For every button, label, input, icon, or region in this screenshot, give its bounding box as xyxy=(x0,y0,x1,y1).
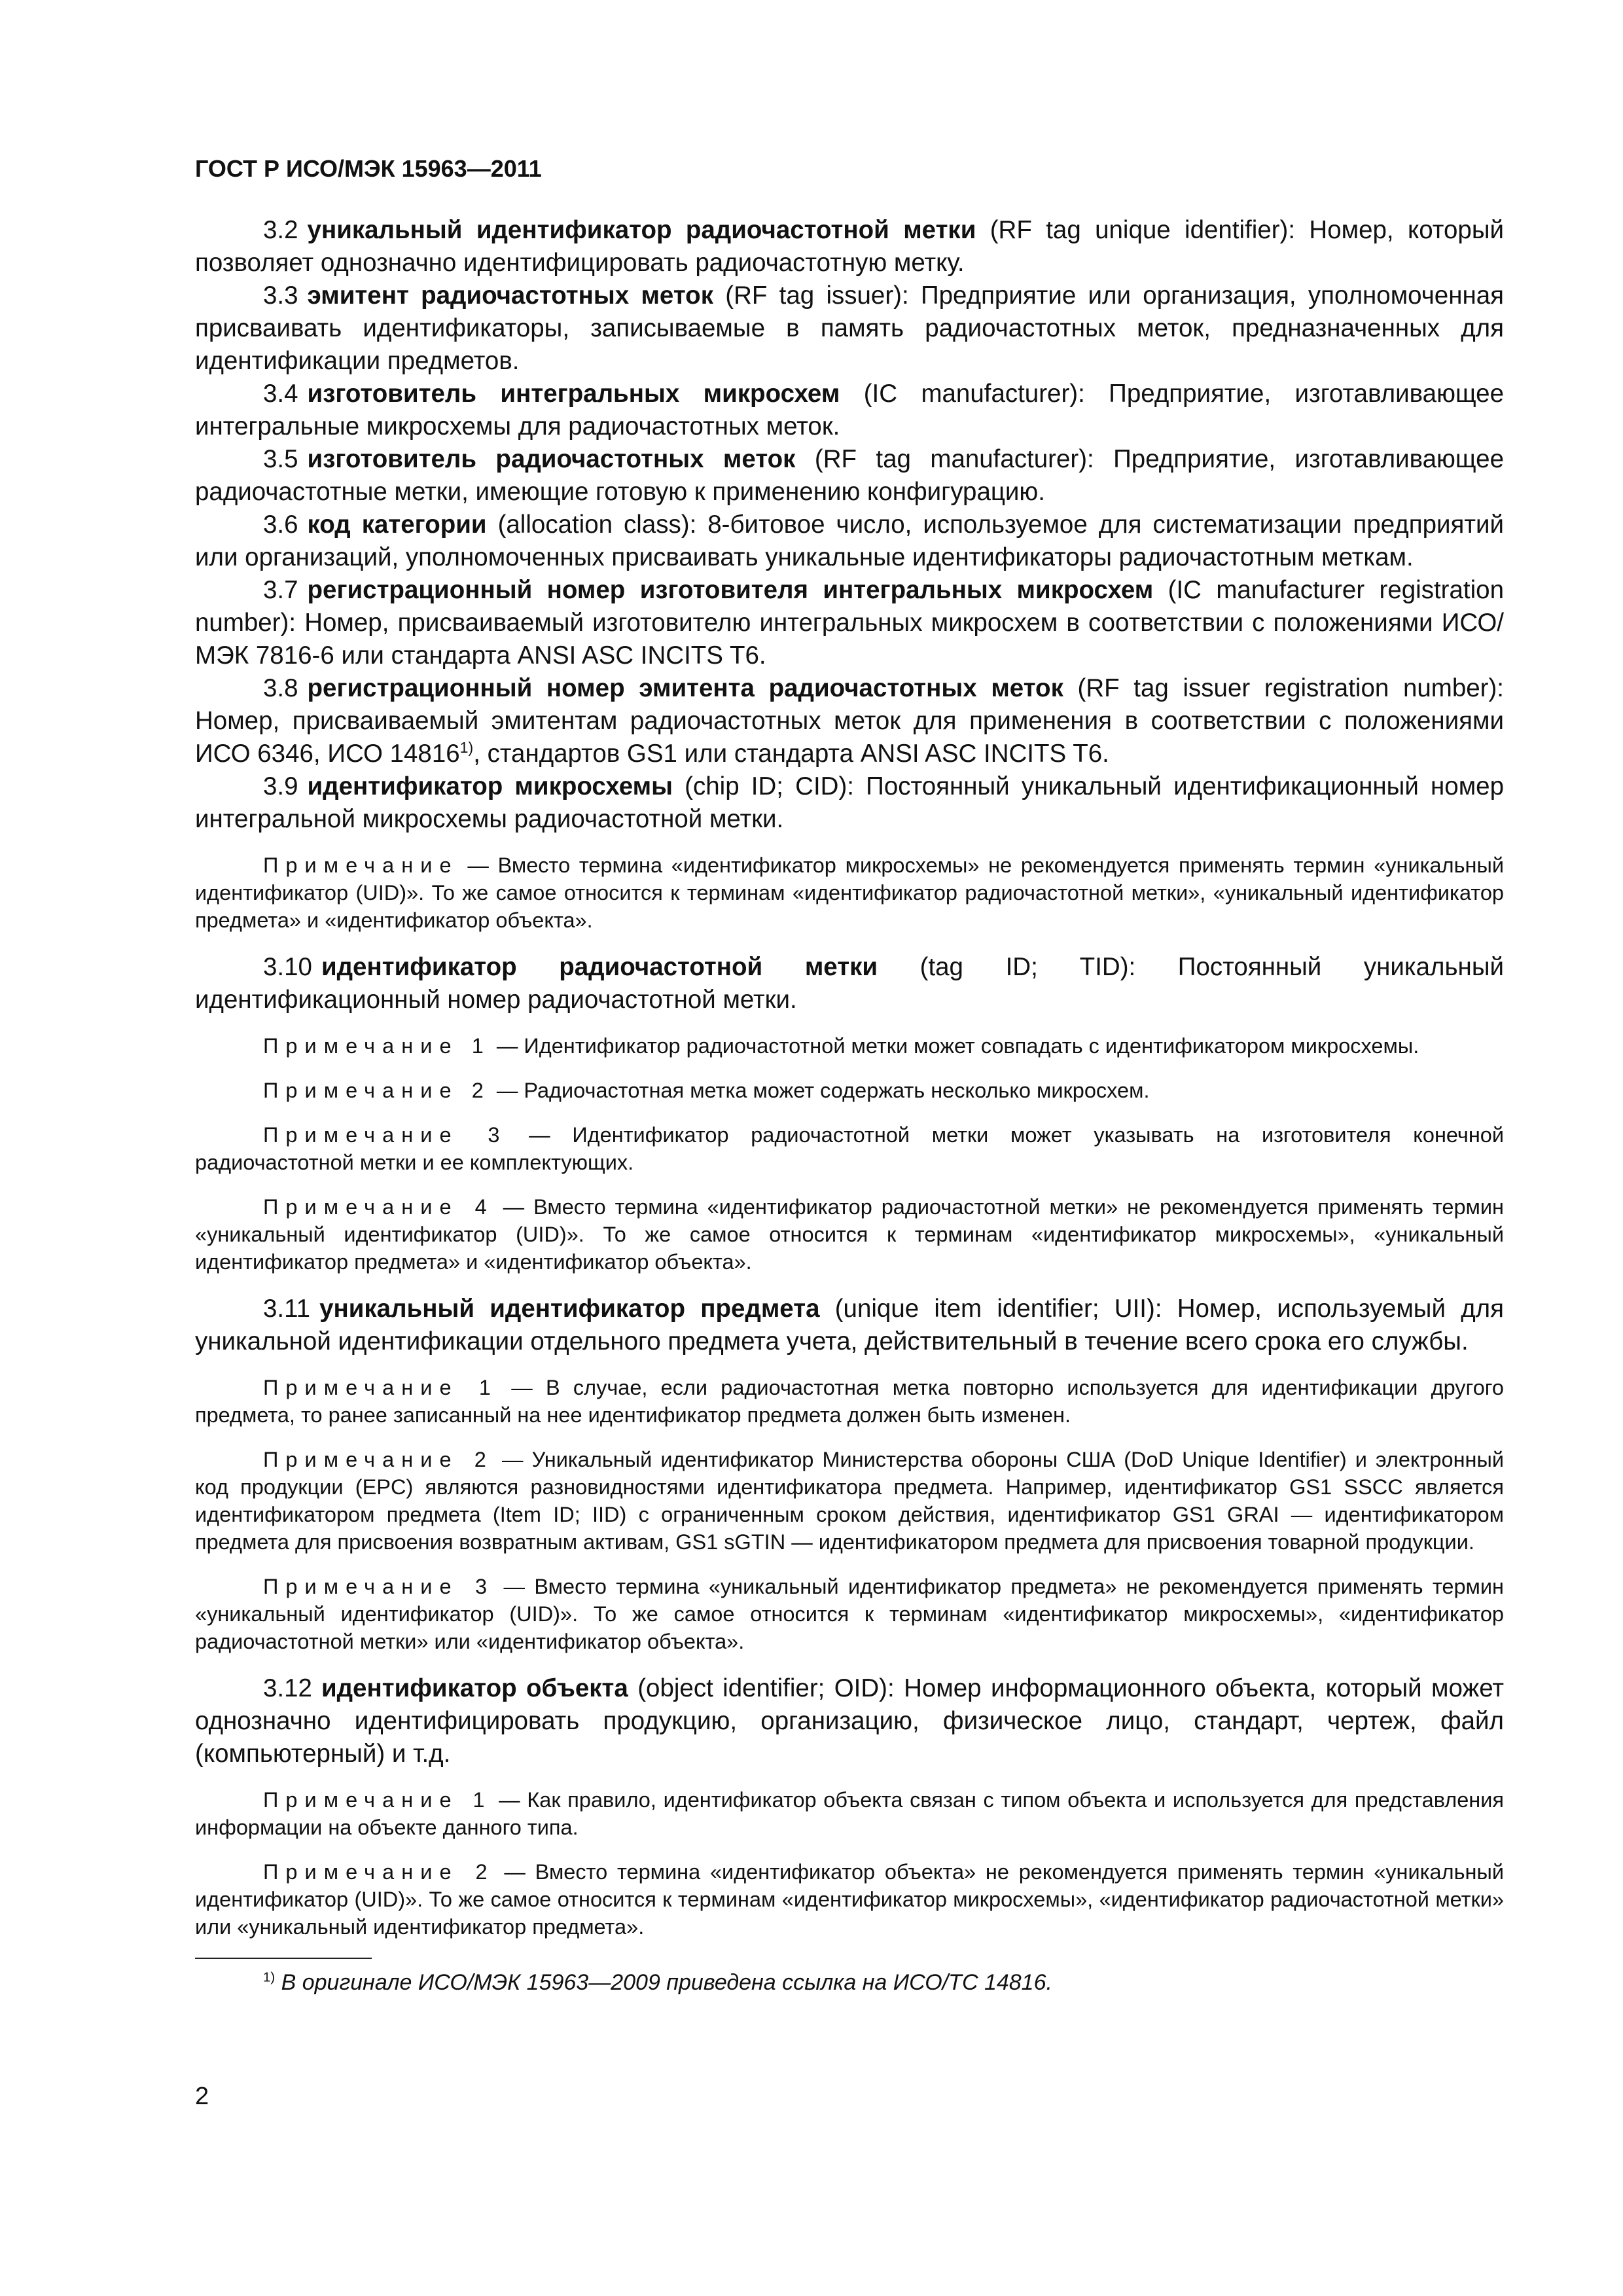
term-definition: (RF tag unique identifier): Номер, который позволяет однозначно идентифицировать радиочастотную метку. xyxy=(195,216,1505,278)
term-number: 3.4 xyxy=(263,380,298,408)
term-name: изготовитель радиочастотных меток xyxy=(307,445,796,474)
term-name: идентификатор микросхемы xyxy=(307,772,673,801)
note-label: Примечание 2 xyxy=(263,1079,491,1103)
term-number: 3.12 xyxy=(263,1674,312,1703)
term-name: регистрационный номер эмитента радиочастотных меток xyxy=(307,674,1063,703)
term-3-11 xyxy=(195,1293,1504,1358)
term-number: 3.7 xyxy=(263,576,298,605)
note xyxy=(195,1786,1504,1841)
term-definition: (tag ID; TID): Постоянный уникальный идентификационный номер радиочастотной метки. xyxy=(195,953,1504,1014)
term-number: 3.3 xyxy=(263,281,298,310)
term-number: 3.6 xyxy=(263,511,298,539)
note xyxy=(195,1193,1504,1276)
note-text: — В случае, если радиочастотная метка повторно используется для идентификации другого предмета, то ранее записанный на нее идентификатор предмета должен быть изменен. xyxy=(195,1376,1504,1427)
note-text: — Вместо термина «идентификатор микросхемы» не рекомендуется применять термин «уникальный идентификатор (UID)». То же самое относится к терминам «идентификатор радиочастотной метки», «уникальный идентификатор предмета» и «идентификатор объекта». xyxy=(195,853,1504,933)
term-name: код категории xyxy=(307,511,487,539)
term-3-7 xyxy=(195,574,1504,672)
note-label: Примечание 1 xyxy=(263,1788,492,1812)
note-text: — Вместо термина «идентификатор объекта» не рекомендуется применять термин «уникальный идентификатор (UID)». То же самое относится к терминам «идентификатор микросхемы», «идентификатор радиочастотной метки» или «уникальный идентификатор предмета». xyxy=(195,1860,1504,1939)
note xyxy=(195,1446,1504,1556)
term-definition: (object identifier; OID): Номер информационного объекта, который может однозначно идентифицировать продукцию, организацию, физическое лицо, стандарт, чертеж, файл (компьютерный) и т.д. xyxy=(195,1674,1504,1768)
note-label: Примечание 2 xyxy=(263,1860,495,1884)
term-definition: (RF tag issuer): Предприятие или организация, уполномоченная присваивать идентификаторы, записываемые в память радиочастотных меток, предназначенных для идентификации предметов. xyxy=(195,281,1504,376)
note xyxy=(195,852,1504,934)
term-3-3 xyxy=(195,279,1504,378)
term-name: уникальный идентификатор предмета xyxy=(319,1295,820,1323)
term-name: идентификатор объекта xyxy=(321,1674,628,1703)
term-definition: (unique item identifier; UII): Номер, используемый для уникальной идентификации отдельного предмета учета, действительный в течение всего срока его службы. xyxy=(195,1295,1504,1356)
term-name: изготовитель интегральных микросхем xyxy=(307,380,840,408)
note-text: — Вместо термина «уникальный идентификатор предмета» не рекомендуется применять термин «уникальный идентификатор (UID)». То же самое относится к терминам «идентификатор микросхемы», «идентификатор радиочастотной метки» или «идентификатор объекта». xyxy=(195,1575,1504,1654)
term-definition: (allocation class): 8-битовое число, используемое для систематизации предприятий или организаций, уполномоченных присваивать уникальные идентификаторы радиочастотным меткам. xyxy=(195,511,1504,572)
note xyxy=(195,1374,1504,1429)
note xyxy=(195,1858,1504,1941)
note-text: — Идентификатор радиочастотной метки может указывать на изготовителя конечной радиочастотной метки и ее комплектующих. xyxy=(195,1123,1504,1175)
term-number: 3.10 xyxy=(263,953,312,982)
term-name: уникальный идентификатор радиочастотной метки xyxy=(307,216,976,245)
note-text: — Как правило, идентификатор объекта связан с типом объекта и используется для представления информации на объекте данного типа. xyxy=(195,1788,1504,1840)
term-definition: (IC manufacturer): Предприятие, изготавливающее интегральные микросхемы для радиочастотных меток. xyxy=(195,380,1505,441)
term-3-6 xyxy=(195,509,1504,574)
term-3-12 xyxy=(195,1672,1504,1770)
term-name: идентификатор радиочастотной метки xyxy=(321,953,878,982)
footnote-text: В оригинале ИСО/МЭК 15963—2009 приведена ссылка на ИСО/ТС 14816. xyxy=(275,1970,1052,1996)
running-header: ГОСТ Р ИСО/МЭК 15963—2011 xyxy=(195,155,542,182)
term-name: эмитент радиочастотных меток xyxy=(307,281,713,310)
note-label: Примечание 1 xyxy=(263,1034,491,1058)
term-number: 3.5 xyxy=(263,445,298,474)
document-page xyxy=(195,154,1504,1997)
term-definition: (RF tag manufacturer): Предприятие, изготавливающее радиочастотные метки, имеющие готовую к применению конфигурацию. xyxy=(195,445,1504,507)
footnote-separator xyxy=(195,1958,372,1959)
note xyxy=(195,1121,1504,1176)
footnote-reference[interactable]: 1) xyxy=(459,739,474,757)
term-number: 3.9 xyxy=(263,772,298,801)
note xyxy=(195,1032,1504,1060)
term-3-4 xyxy=(195,378,1504,443)
term-definition: (RF tag issuer registration number): Номер, присваиваемый эмитентам радиочастотных меток для применения в соответствии с положениями ИСО 6346, ИСО 14816 xyxy=(195,674,1505,768)
term-number: 3.8 xyxy=(263,674,298,703)
note-label: Примечание 3 xyxy=(263,1575,495,1599)
note-text: — Уникальный идентификатор Министерства обороны США (DoD Unique Identifier) и электронный код продукции (EPC) являются разновидностями идентификатора предмета. Например, идентификатор GS1 SSCC является идентификатором предмета (Item ID; IID) с ограниченным сроком действия, идентификатор GS1 GRAI — идентификатором предмета для присвоения возвратным активам, GS1 sGTIN — идентификатором предмета для присвоения товарной продукции. xyxy=(195,1448,1504,1554)
note-text: — Идентификатор радиочастотной метки может совпадать с идентификатором микросхемы. xyxy=(490,1034,1419,1058)
term-3-2 xyxy=(195,214,1504,279)
note-label: Примечание xyxy=(263,853,459,878)
note xyxy=(195,1077,1504,1104)
note-label: Примечание 2 xyxy=(263,1448,493,1472)
note-text: — Радиочастотная метка может содержать несколько микросхем. xyxy=(490,1079,1150,1103)
term-name: регистрационный номер изготовителя интегральных микросхем xyxy=(307,576,1154,605)
note-label: Примечание 1 xyxy=(263,1376,499,1400)
note-text: — Вместо термина «идентификатор радиочастотной метки» не рекомендуется применять термин «уникальный идентификатор (UID)». То же самое относится к терминам «идентификатор микросхемы», «уникальный идентификатор предмета» и «идентификатор объекта». xyxy=(195,1195,1504,1274)
term-definition: (chip ID; CID): Постоянный уникальный идентификационный номер интегральной микросхемы радиочастотной метки. xyxy=(195,772,1504,834)
page-number: 2 xyxy=(195,2083,209,2110)
note-label: Примечание 3 xyxy=(263,1123,507,1147)
note-label: Примечание 4 xyxy=(263,1195,494,1219)
term-definition: (IC manufacturer registration number): Номер, присваиваемый изготовителю интегральных микросхем в соответствии с положениями ИСО/МЭК 7816-6 или стандарта ANSI ASC INCITS T6. xyxy=(195,576,1504,670)
footnote-mark: 1) xyxy=(263,1970,276,1985)
term-3-8 xyxy=(195,672,1504,770)
footnote xyxy=(195,1968,1504,1997)
term-3-10 xyxy=(195,951,1504,1016)
term-number: 3.2 xyxy=(263,216,298,245)
term-number: 3.11 xyxy=(263,1295,311,1323)
note xyxy=(195,1573,1504,1655)
term-definition-continued: , стандартов GS1 или стандарта ANSI ASC INCITS T6. xyxy=(473,740,1109,768)
term-3-5 xyxy=(195,443,1504,509)
term-3-9 xyxy=(195,770,1504,836)
